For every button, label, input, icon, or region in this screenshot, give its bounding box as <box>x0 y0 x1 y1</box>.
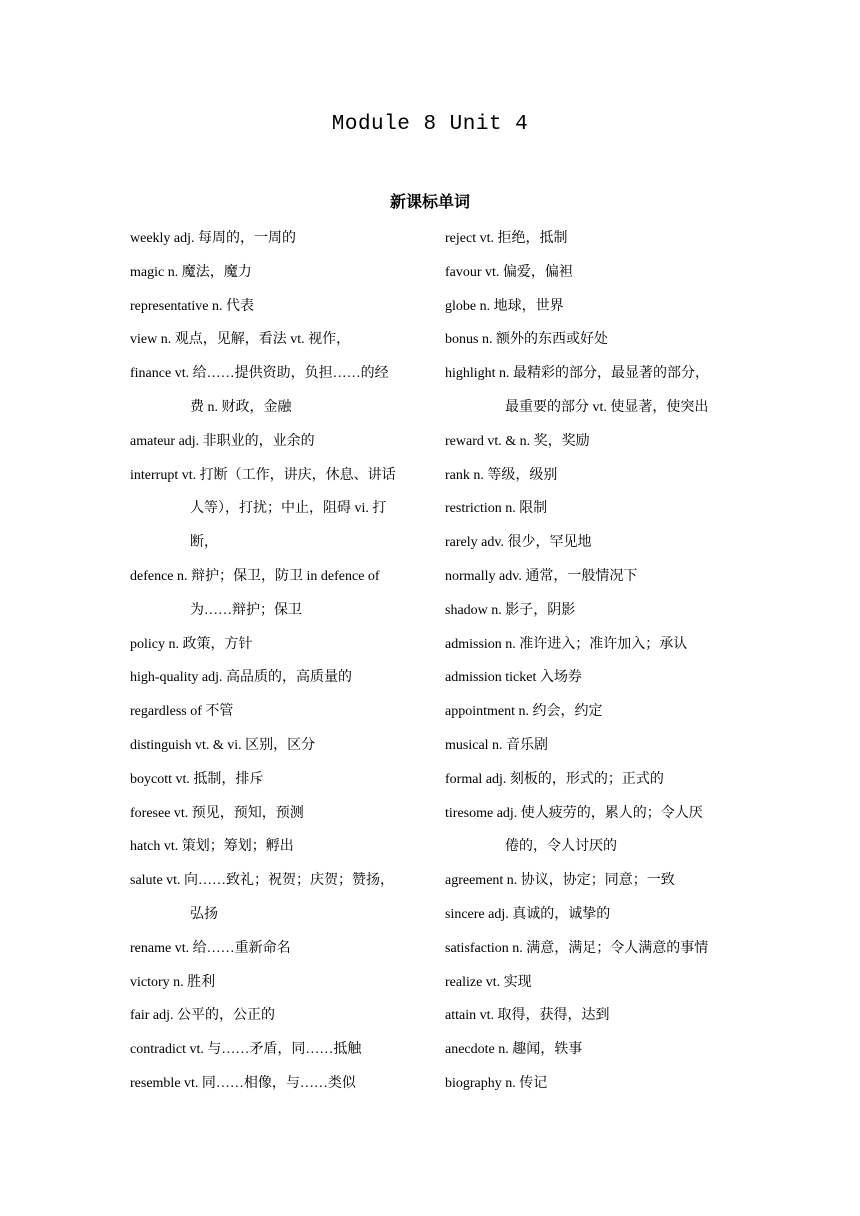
vocab-entry <box>445 661 740 695</box>
vocab-entry <box>130 932 422 966</box>
section-heading: 新课标单词 <box>389 192 470 211</box>
vocab-entry <box>130 459 422 560</box>
vocab-line: policy n. 政策，方针 <box>130 636 253 652</box>
vocab-line: sincere adj. 真诚的，诚挚的 <box>445 906 611 922</box>
vocab-entry <box>445 560 740 594</box>
vocab-line: shadow n. 影子，阴影 <box>445 602 576 618</box>
vocab-line: bonus n. 额外的东西或好处 <box>445 332 608 348</box>
vocab-line-continuation: 断， <box>190 535 218 551</box>
vocab-entry <box>130 560 422 628</box>
vocab-line: rank n. 等级，级别 <box>445 467 558 483</box>
vocab-line: distinguish vt. & vi. 区别，区分 <box>130 737 316 753</box>
vocab-entry <box>445 594 740 628</box>
vocab-entry <box>445 729 740 763</box>
vocab-line: weekly adj. 每周的，一周的 <box>130 231 297 246</box>
vocab-entry <box>445 425 740 459</box>
vocab-line: amateur adj. 非职业的，业余的 <box>130 433 315 449</box>
vocab-entry <box>445 459 740 493</box>
vocab-line: boycott vt. 抵制，排斥 <box>130 771 264 787</box>
vocab-line: formal adj. 刻板的，形式的；正式的 <box>445 771 664 787</box>
vocab-line-continuation: 费 n. 财政，金融 <box>190 399 292 415</box>
vocab-entry <box>130 256 422 290</box>
vocab-line: resemble vt. 同……相像，与……类似 <box>130 1075 356 1091</box>
vocab-line: rarely adv. 很少，罕见地 <box>445 535 592 551</box>
page-title: Module 8 Unit 4 <box>331 113 529 136</box>
vocab-line: realize vt. 实现 <box>445 974 532 990</box>
vocab-line: rename vt. 给……重新命名 <box>130 940 291 956</box>
vocab-line: highlight n. 最精彩的部分，最显著的部分， <box>445 366 710 382</box>
vocab-line: attain vt. 取得，获得，达到 <box>445 1008 610 1024</box>
vocab-entry <box>130 864 422 932</box>
vocab-line-continuation: 最重要的部分 vt. 使显著，使突出 <box>505 399 709 415</box>
vocab-entry <box>130 1067 422 1101</box>
vocab-line: admission ticket 入场券 <box>445 670 582 686</box>
vocab-entry <box>445 797 740 865</box>
vocab-entry <box>445 999 740 1033</box>
vocab-line: defence n. 辩护；保卫，防卫 in defence of <box>130 568 380 584</box>
vocab-entry <box>130 661 422 695</box>
vocab-line: admission n. 准许进入；准许加入；承认 <box>445 636 688 652</box>
vocab-line: hatch vt. 策划；筹划；孵出 <box>130 839 294 855</box>
vocabulary-column-right <box>445 222 740 1101</box>
vocab-entry <box>445 290 740 324</box>
vocabulary-column-left <box>130 222 422 1101</box>
vocab-line: agreement n. 协议，协定；同意；一致 <box>445 873 675 889</box>
vocab-line: finance vt. 给……提供资助，负担……的经 <box>130 366 389 382</box>
vocab-entry <box>445 222 740 256</box>
vocab-line: view n. 观点，见解，看法 vt. 视作， <box>130 332 351 348</box>
vocab-entry <box>445 1067 740 1101</box>
vocab-line-continuation: 弘扬 <box>190 906 218 922</box>
vocab-entry <box>445 763 740 797</box>
vocab-line: favour vt. 偏爱，偏袒 <box>445 264 573 280</box>
vocab-entry <box>445 1033 740 1067</box>
vocab-entry <box>130 695 422 729</box>
vocab-entry <box>130 290 422 324</box>
vocab-line: high-quality adj. 高品质的，高质量的 <box>130 670 353 686</box>
vocab-line: salute vt. 向……致礼；祝贺；庆贺；赞扬， <box>130 873 395 889</box>
vocab-entry <box>445 323 740 357</box>
vocab-line: restriction n. 限制 <box>445 501 548 517</box>
vocab-line: tiresome adj. 使人疲劳的，累人的；令人厌 <box>445 805 703 821</box>
vocab-line: representative n. 代表 <box>130 298 255 314</box>
vocab-entry <box>130 628 422 662</box>
vocab-entry <box>130 729 422 763</box>
vocab-line-continuation: 为……辩护；保卫 <box>190 602 302 618</box>
vocab-line: satisfaction n. 满意，满足；令人满意的事情 <box>445 940 709 956</box>
vocab-entry <box>130 763 422 797</box>
vocab-entry <box>130 999 422 1033</box>
vocab-line: appointment n. 约会，约定 <box>445 704 603 720</box>
vocab-line: foresee vt. 预见，预知，预测 <box>130 805 304 821</box>
vocab-line-continuation: 人等），打扰；中止，阻碍 vi. 打 <box>190 501 387 517</box>
vocab-line: musical n. 音乐剧 <box>445 737 549 753</box>
vocab-entry <box>130 1033 422 1067</box>
vocab-entry <box>445 966 740 1000</box>
vocab-entry <box>130 966 422 1000</box>
vocab-entry <box>130 323 422 357</box>
vocab-entry <box>130 357 422 425</box>
vocab-line: regardless of 不管 <box>130 704 234 720</box>
vocab-entry <box>130 830 422 864</box>
vocab-line: magic n. 魔法，魔力 <box>130 264 252 280</box>
vocab-entry <box>445 492 740 526</box>
vocab-entry <box>445 898 740 932</box>
vocab-entry <box>445 256 740 290</box>
vocab-entry <box>445 526 740 560</box>
vocab-line: globe n. 地球，世界 <box>445 298 564 314</box>
vocab-entry <box>130 425 422 459</box>
vocab-line: biography n. 传记 <box>445 1075 548 1091</box>
vocab-entry <box>445 695 740 729</box>
vocab-line: fair adj. 公平的，公正的 <box>130 1008 276 1024</box>
vocab-line: victory n. 胜利 <box>130 974 216 990</box>
vocab-entry <box>130 222 422 256</box>
vocab-line: reject vt. 拒绝，抵制 <box>445 231 568 246</box>
vocab-line: anecdote n. 趣闻，轶事 <box>445 1042 583 1058</box>
vocab-entry <box>130 797 422 831</box>
vocab-line: reward vt. & n. 奖，奖励 <box>445 433 590 449</box>
vocab-line: normally adv. 通常，一般情况下 <box>445 568 638 584</box>
vocab-line: interrupt vt. 打断（工作，讲庆，休息、讲话 <box>130 467 396 483</box>
vocab-entry <box>445 357 740 425</box>
vocab-entry <box>445 628 740 662</box>
vocab-entry <box>445 864 740 898</box>
vocab-entry <box>445 932 740 966</box>
vocab-line-continuation: 倦的，令人讨厌的 <box>505 839 617 855</box>
vocab-line: contradict vt. 与……矛盾，同……抵触 <box>130 1042 362 1058</box>
